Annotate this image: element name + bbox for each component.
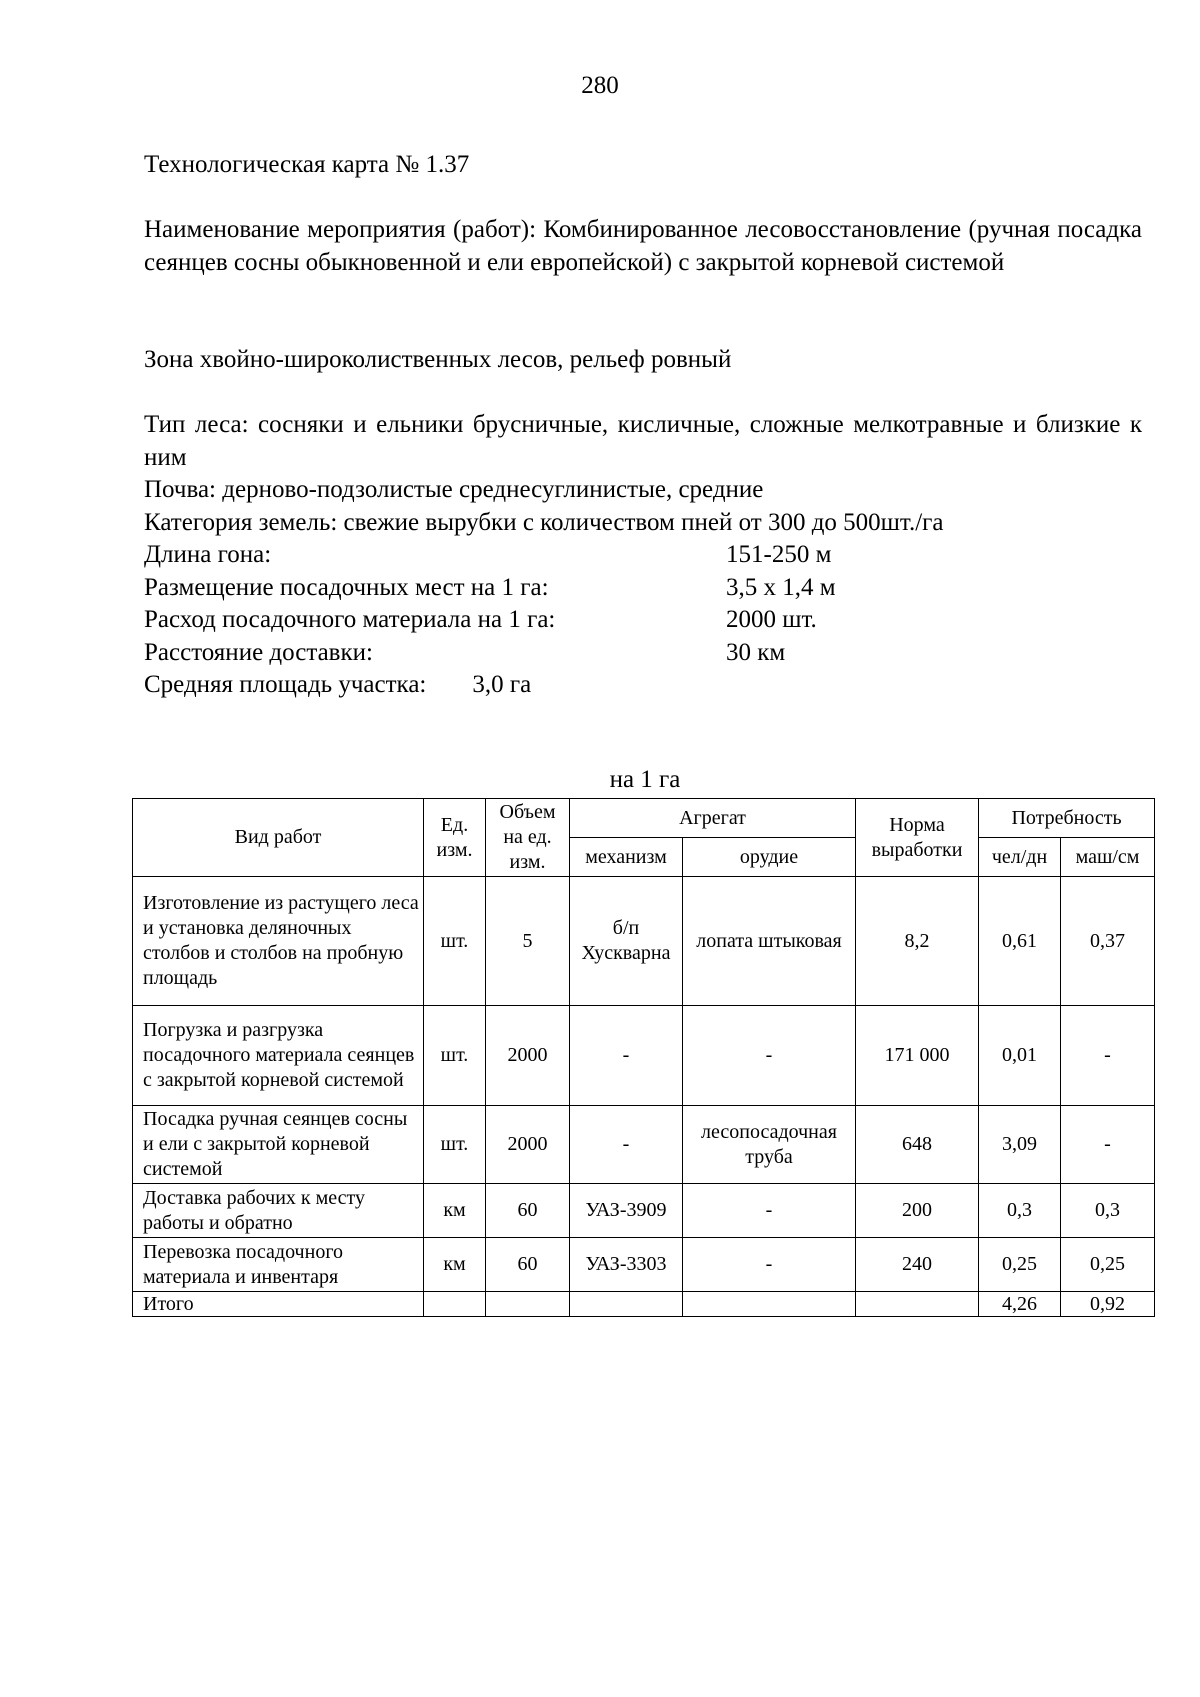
- total-machine-shifts: 0,92: [1061, 1292, 1155, 1317]
- cell-man-days: 0,61: [979, 877, 1061, 1006]
- cell-tool: -: [683, 1006, 856, 1106]
- header-machine-shifts: маш/см: [1061, 838, 1155, 877]
- cell-machine-shifts: -: [1061, 1006, 1155, 1106]
- param-label: Расстояние доставки:: [144, 638, 373, 666]
- total-man-days: 4,26: [979, 1292, 1061, 1317]
- header-need: Потребность: [979, 799, 1155, 838]
- cell-man-days: 0,01: [979, 1006, 1061, 1106]
- area-value: 3,0 га: [472, 671, 532, 698]
- cell-norm: 200: [856, 1184, 979, 1238]
- cell-unit: шт.: [424, 1006, 486, 1106]
- forest-type: Тип леса: сосняки и ельники брусничные, кисличные, сложные мелкотравные и близкие к ним: [144, 411, 1142, 471]
- table-caption: на 1 га: [609, 766, 681, 793]
- cell-man-days: 0,3: [979, 1184, 1061, 1238]
- header-man-days: чел/дн: [979, 838, 1061, 877]
- cell-work: Доставка рабочих к месту работы и обратно: [133, 1184, 424, 1238]
- cell-work: Изготовление из растущего леса и установка деляночных столбов и столбов на пробную площадь: [133, 877, 424, 1006]
- cell-machine-shifts: 0,37: [1061, 877, 1155, 1006]
- header-volume: Объем на ед. изм.: [486, 799, 570, 877]
- cell-norm: 648: [856, 1106, 979, 1184]
- cell-unit: шт.: [424, 1106, 486, 1184]
- empty-cell: [683, 1292, 856, 1317]
- cell-volume: 2000: [486, 1106, 570, 1184]
- cell-volume: 2000: [486, 1006, 570, 1106]
- header-mechanism: механизм: [570, 838, 683, 877]
- cell-work: Посадка ручная сеянцев сосны и ели с закрытой корневой системой: [133, 1106, 424, 1184]
- cell-work: Перевозка посадочного материала и инвентаря: [133, 1238, 424, 1292]
- total-label: Итого: [133, 1292, 424, 1317]
- param-label: Размещение посадочных мест на 1 га:: [144, 573, 549, 601]
- param-label: Длина гона:: [144, 541, 272, 568]
- cell-tool: -: [683, 1238, 856, 1292]
- empty-cell: [486, 1292, 570, 1317]
- document-title: Технологическая карта № 1.37: [144, 151, 470, 178]
- cell-mechanism: -: [570, 1006, 683, 1106]
- param-row: [144, 637, 1142, 670]
- table-row: [133, 1106, 1155, 1184]
- empty-cell: [424, 1292, 486, 1317]
- cell-tool: -: [683, 1184, 856, 1238]
- measure-name: Наименование мероприятия (работ): Комбинированное лесовосстановление (ручная посадка сеянцев сосны обыкновенной и ели европейской) с закрытой корневой системой: [144, 216, 1142, 276]
- param-label: Расход посадочного материала на 1 га:: [144, 606, 556, 633]
- cell-volume: 5: [486, 877, 570, 1006]
- cell-tool: лесопосадочная труба: [683, 1106, 856, 1184]
- table-row: [133, 1238, 1155, 1292]
- header-work: Вид работ: [133, 799, 424, 877]
- header-norm: Норма выработки: [856, 799, 979, 877]
- area-label: Средняя площадь участка:: [144, 671, 427, 698]
- cell-work: Погрузка и разгрузка посадочного материала сеянцев с закрытой корневой системой: [133, 1006, 424, 1106]
- table-row: [133, 877, 1155, 1006]
- work-table: [132, 798, 1155, 1317]
- site-parameters: [144, 409, 1142, 702]
- cell-man-days: 3,09: [979, 1106, 1061, 1184]
- cell-unit: шт.: [424, 877, 486, 1006]
- cell-machine-shifts: 0,25: [1061, 1238, 1155, 1292]
- cell-man-days: 0,25: [979, 1238, 1061, 1292]
- land-category: Категория земель: свежие вырубки с количеством пней от 300 до 500шт./га: [144, 508, 944, 536]
- param-row: [144, 539, 1142, 572]
- header-unit: Ед. изм.: [424, 799, 486, 877]
- forest-zone: Зона хвойно-широколиственных лесов, рельеф ровный: [144, 346, 732, 373]
- header-row: [133, 799, 1155, 838]
- cell-mechanism: -: [570, 1106, 683, 1184]
- param-value: 3,5 х 1,4 м: [726, 573, 836, 601]
- param-row: [144, 604, 1142, 637]
- cell-norm: 240: [856, 1238, 979, 1292]
- total-row: [133, 1292, 1155, 1317]
- header-aggregate: Агрегат: [570, 799, 856, 838]
- param-row: [144, 572, 1142, 605]
- cell-norm: 8,2: [856, 877, 979, 1006]
- table-row: [133, 1184, 1155, 1238]
- cell-machine-shifts: 0,3: [1061, 1184, 1155, 1238]
- table-row: [133, 1006, 1155, 1106]
- page-number: 280: [581, 72, 619, 99]
- cell-norm: 171 000: [856, 1006, 979, 1106]
- cell-unit: км: [424, 1184, 486, 1238]
- header-tool: орудие: [683, 838, 856, 877]
- cell-mechanism: б/п Хускварна: [570, 877, 683, 1006]
- cell-volume: 60: [486, 1238, 570, 1292]
- cell-volume: 60: [486, 1184, 570, 1238]
- empty-cell: [856, 1292, 979, 1317]
- cell-machine-shifts: -: [1061, 1106, 1155, 1184]
- param-value: 30 км: [726, 638, 786, 666]
- soil: Почва: дерново-подзолистые среднесуглинистые, средние: [144, 476, 764, 503]
- area-row: [144, 669, 1142, 702]
- cell-mechanism: УАЗ-3303: [570, 1238, 683, 1292]
- empty-cell: [570, 1292, 683, 1317]
- cell-mechanism: УАЗ-3909: [570, 1184, 683, 1238]
- param-value: 151-250 м: [726, 541, 832, 568]
- cell-tool: лопата штыковая: [683, 877, 856, 1006]
- cell-unit: км: [424, 1238, 486, 1292]
- param-value: 2000 шт.: [726, 606, 817, 633]
